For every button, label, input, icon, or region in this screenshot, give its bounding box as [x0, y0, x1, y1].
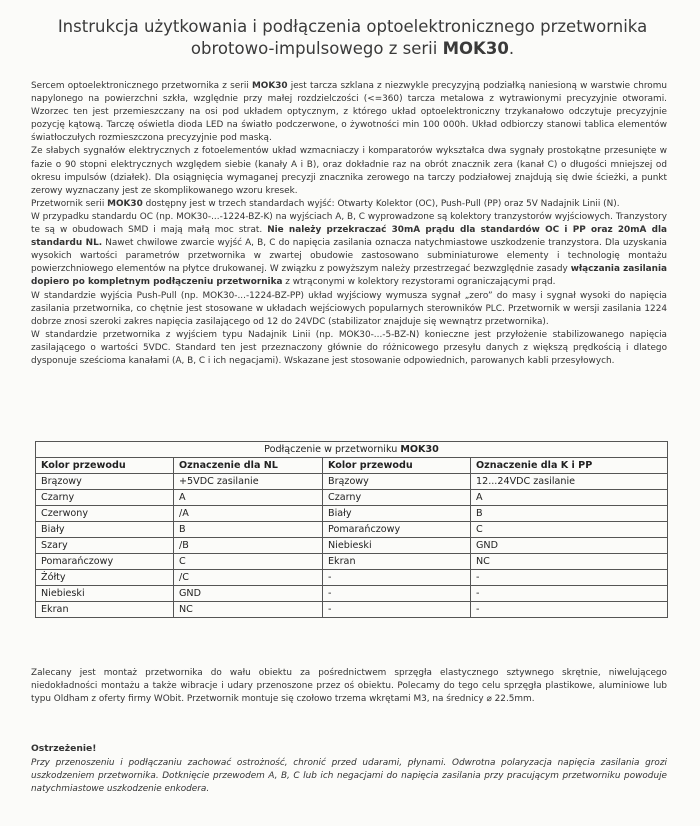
table-cell: NC — [174, 602, 323, 618]
table-cell: C — [174, 554, 323, 570]
table-cell: Biały — [323, 506, 471, 522]
mounting-paragraph: Zalecany jest montaż przetwornika do wału obiektu za pośrednictwem sprzęgła elastycznego sztywnego skrętnie, niwelującego niedokładności montażu a także wibracje i udary przenoszone przez oś obiektu. Polecamy do tego celu sprzęgła plastikowe, aluminiowe lub typu Oldham z oferty firmy WObit. Przetwornik montuje się czołowo trzema wkrętami M3, na średnicy ⌀ 22.5mm. — [31, 668, 667, 705]
table-cell: - — [323, 570, 471, 586]
table-cell: Pomarańczowy — [323, 522, 471, 538]
title-line-2 — [40, 38, 665, 60]
title-line-2-text: obrotowo-impulsowego z serii — [190, 39, 443, 58]
paragraph-6: W standardzie przetwornika z wyjściem typu Nadajnik Linii (np. MOK30-...-5-BZ-N) konieczne jest przyłożenie stabilizowanego napięcia zasilającego o wartości 5VDC. Standard ten jest przeznaczony głównie do różnicowego przesyłu danych z większą prędkością i dlatego dysponuje sześcioma kanałami (A, B, C i ich negacjami). Wskazane jest stosowanie odpowiednich, parowanych kabli przesyłowych. — [31, 329, 667, 366]
p3-text-a: Przetwornik serii — [31, 198, 108, 209]
warning-text: Przy przenoszeniu i podłączaniu zachować ostrożność, chronić przed udarami, płynami. Odwrotna polaryzacja napięcia zasilania grozi uszkodzeniem przetwornika. Dotknięcie przewodem A, B, C lub ich negacjami do napięcia zasilania przy pracującym przetworniku powoduje natychmiastowe uszkodzenie enkodera. — [31, 758, 667, 795]
table-cell: Pomarańczowy — [36, 554, 174, 570]
intro-section — [31, 80, 667, 368]
table-cell: A — [471, 490, 668, 506]
p1-model: MOK30 — [251, 81, 288, 91]
col-header-label-kpp: Oznaczenie dla K i PP — [471, 458, 668, 474]
table-caption-model: MOK30 — [400, 444, 439, 455]
table-row — [36, 506, 668, 522]
table-cell: Niebieski — [323, 538, 471, 554]
title-period: . — [508, 39, 515, 58]
col-header-color-kpp: Kolor przewodu — [323, 458, 471, 474]
table-cell: - — [471, 602, 668, 618]
table-row — [36, 538, 668, 554]
connection-table — [35, 441, 668, 618]
table-cell: +5VDC zasilanie — [174, 474, 323, 490]
table-cell: /B — [174, 538, 323, 554]
col-header-color-nl: Kolor przewodu — [36, 458, 174, 474]
p4-text-c: Nawet chwilowe zwarcie wyjść A, B, C do napięcia zasilania oznacza natychmiastowe uszkodzenie tranzystora. Dla uzyskania wysokich wartości parametrów przetwornika w zwartej obudowie zastosowano subminiaturowe elementy i technologię montażu powierzchniowego elementów na płytce drukowanej. W związku z powyższym należy przestrzegać bezwzględnie zasady — [31, 238, 667, 275]
table-cell: Brązowy — [36, 474, 174, 490]
table-cell: Ekran — [323, 554, 471, 570]
paragraph-4 — [31, 211, 667, 290]
table-cell: - — [323, 586, 471, 602]
table-cell: Brązowy — [323, 474, 471, 490]
table-cell: A — [174, 490, 323, 506]
p4-current-limit: Nie należy przekraczać 30mA prądu dla standardów OC i PP oraz 20mA dla standardu NL. — [31, 225, 667, 249]
table-row — [36, 586, 668, 602]
paragraph-5: W standardzie wyjścia Push-Pull (np. MOK30-...-1224-BZ-PP) układ wyjściowy wymusza sygnał „zero” do masy i sygnał wysoki do napięcia zasilania przetwornika, co chętnie jest stosowane w układach wejściowych popularnych sterowników PLC. Przetwornik w wersji zasilania 1224 dobrze znosi szeroki zakres napięcia zasilającego od 12 do 24VDC (stabilizator znajduje się wewnątrz przetwornika). — [31, 290, 667, 327]
paragraph-3 — [31, 198, 667, 211]
table-cell: GND — [471, 538, 668, 554]
p3-model: MOK30 — [107, 198, 143, 209]
table-cell: NC — [471, 554, 668, 570]
table-cell: Szary — [36, 538, 174, 554]
table-cell: /A — [174, 506, 323, 522]
p1-text-a: Sercem optoelektronicznego przetwornika z serii — [31, 81, 252, 91]
table-cell: C — [471, 522, 668, 538]
table-row — [36, 474, 668, 490]
table-cell: Czarny — [323, 490, 471, 506]
table-cell: Ekran — [36, 602, 174, 618]
table-cell: - — [323, 602, 471, 618]
table-cell: Żółty — [36, 570, 174, 586]
title-model-name: MOK30 — [442, 39, 509, 58]
p4-text-a: W przypadku standardu OC (np. MOK30-...-1224-BZ-K) na wyjściach A, B, C wyprowadzone są kolektory tranzystorów wyjściowych. Tranzystory te są w obudowach SMD i mają małą moc strat. — [31, 211, 667, 236]
table-caption — [36, 442, 668, 458]
table-cell: Biały — [36, 522, 174, 538]
table-cell: GND — [174, 586, 323, 602]
table-row — [36, 570, 668, 586]
p4-text-e: z wtrąconymi w kolektory rezystorami ograniczającymi prąd. — [282, 277, 556, 288]
table-cell: 12...24VDC zasilanie — [471, 474, 668, 490]
paragraph-1 — [31, 80, 667, 145]
col-header-label-nl: Oznaczenie dla NL — [174, 458, 323, 474]
p1-text-c: jest tarcza szklana z niezwykle precyzyjną podziałką naniesioną w warstwie chromu napylonego na powierzchni szkła, względnie przy małej rozdzielczości (<=360) tarcza metalowa z wytrawionymi precyzyjnie otworami. Wzorzec ten jest przemieszczany na osi pod układem optycznym, z którego układ optoelektroniczny trzykanałowo odczytuje precyzyjnie pozycję kątową. Tarczę oświetla dioda LED na światło podczerwone, o żywotności min 100 000h. Układ odbiorczy stanowi tablica elementów światłoczułych rozmieszczona precyzyjnie pod maską. — [31, 81, 667, 144]
paragraph-2: Ze słabych sygnałów elektrycznych z fotoelementów układ wzmacniaczy i komparatorów wykształca dwa sygnały prostokątne przesunięte w fazie o 90 stopni elektrycznych względem siebie (kanały A i B), oraz dokładnie raz na obrót znacznik zera (kanał C) o długości mniejszej od okresu impulsów (działek). Dla osiągnięcia wymaganej precyzji znacznika zerowego na tarczy podziałowej znajdują się dwie ścieżki, a punkt zerowy wyznaczany jest ze skomplikowanego wzoru kresek. — [31, 146, 667, 196]
p3-text-c: dostępny jest w trzech standardach wyjść: Otwarty Kolektor (OC), Push-Pull (PP) oraz 5V Nadajnik Linii (N). — [142, 198, 620, 209]
p4-power-rule: włączania zasilania dopiero po kompletnym podłączeniu przetwornika — [31, 264, 667, 288]
table-row — [36, 490, 668, 506]
table-row — [36, 554, 668, 570]
table-cell: Czerwony — [36, 506, 174, 522]
table-cell: - — [471, 570, 668, 586]
table-cell: - — [471, 586, 668, 602]
table-cell: B — [174, 522, 323, 538]
warning-heading: Ostrzeżenie! — [31, 743, 97, 754]
table-row — [36, 522, 668, 538]
table-cell: /C — [174, 570, 323, 586]
table-caption-text: Podłączenie w przetworniku — [264, 444, 401, 455]
table-cell: B — [471, 506, 668, 522]
table-row — [36, 602, 668, 618]
table-cell: Czarny — [36, 490, 174, 506]
table-cell: Niebieski — [36, 586, 174, 602]
document-title — [40, 16, 665, 60]
title-line-1: Instrukcja użytkowania i podłączenia optoelektronicznego przetwornika — [57, 17, 648, 36]
